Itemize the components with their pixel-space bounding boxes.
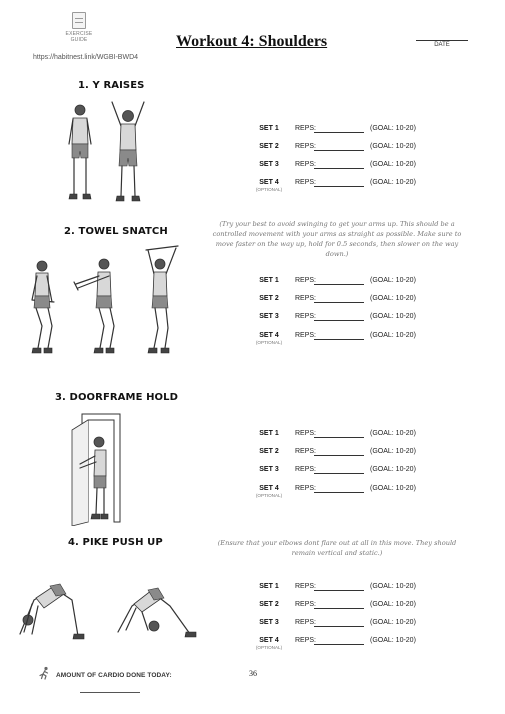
reps-label: REPS:: [295, 277, 317, 284]
reps-label: REPS:: [295, 125, 317, 132]
reps-label: REPS:: [295, 295, 317, 302]
exercise-1-title: 1. Y RAISES: [78, 80, 145, 91]
exercise-1-set-2-reps-field[interactable]: [314, 150, 364, 151]
date-label: DATE: [434, 42, 450, 48]
goal-label: (GOAL: 10-20): [370, 448, 416, 455]
exercise-4-set-1-reps-field[interactable]: [314, 590, 364, 591]
goal-label: (GOAL: 10-20): [370, 601, 416, 608]
goal-label: (GOAL: 10-20): [370, 295, 416, 302]
goal-label: (GOAL: 10-20): [370, 485, 416, 492]
exercise-4-set-3-reps-field[interactable]: [314, 626, 364, 627]
running-icon: [37, 666, 51, 680]
exercise-2-set-3-label: SET 3: [259, 313, 279, 320]
reps-label: REPS:: [295, 601, 317, 608]
exercise-1-set-1-label: SET 1: [259, 125, 279, 132]
exercise-4-title: 4. PIKE PUSH UP: [68, 537, 163, 548]
date-field[interactable]: [416, 40, 468, 41]
goal-label: (GOAL: 10-20): [370, 313, 416, 320]
reps-label: REPS:: [295, 485, 317, 492]
exercise-4-set-4-label: SET 4: [259, 637, 279, 644]
pike-push-up-illustration: [14, 560, 204, 650]
exercise-2-set-2-reps-field[interactable]: [314, 302, 364, 303]
goal-label: (GOAL: 10-20): [370, 179, 416, 186]
reps-label: REPS:: [295, 332, 317, 339]
exercise-3-title: 3. DOORFRAME HOLD: [55, 392, 179, 403]
reps-label: REPS:: [295, 466, 317, 473]
exercise-2-set-1-label: SET 1: [259, 277, 279, 284]
reps-label: REPS:: [295, 619, 317, 626]
optional-label: (OPTIONAL): [255, 340, 283, 345]
reps-label: REPS:: [295, 161, 317, 168]
exercise-2-set-2-label: SET 2: [259, 295, 279, 302]
goal-label: (GOAL: 10-20): [370, 583, 416, 590]
exercise-2-set-4-reps-field[interactable]: [314, 339, 364, 340]
exercise-2-note: (Try your best to avoid swinging to get your arms up. This should be a controlled movement with your arms as straight as possible. Make sure to move faster on the way up, hold for 0.5 seconds, then slower on the way down.): [212, 220, 462, 258]
goal-label: (GOAL: 10-20): [370, 619, 416, 626]
exercise-guide-icon[interactable]: [60, 12, 98, 43]
exercise-1-set-3-reps-field[interactable]: [314, 168, 364, 169]
goal-label: (GOAL: 10-20): [370, 466, 416, 473]
exercise-4-set-2-reps-field[interactable]: [314, 608, 364, 609]
exercise-3-set-4-reps-field[interactable]: [314, 492, 364, 493]
goal-label: (GOAL: 10-20): [370, 332, 416, 339]
exercise-1-set-1-reps-field[interactable]: [314, 132, 364, 133]
reps-label: REPS:: [295, 313, 317, 320]
exercise-3-set-2-reps-field[interactable]: [314, 455, 364, 456]
exercise-4-set-3-label: SET 3: [259, 619, 279, 626]
exercise-2-set-4-label: SET 4: [259, 332, 279, 339]
exercise-3-set-4-label: SET 4: [259, 485, 279, 492]
guide-link[interactable]: https://habitnest.link/WGBI-BWD4: [33, 54, 139, 61]
exercise-4-note: (Ensure that your elbows dont flare out at all in this move. They should remain vertical and static.): [217, 539, 457, 557]
exercise-3-set-1-reps-field[interactable]: [314, 437, 364, 438]
exercise-2-title: 2. TOWEL SNATCH: [64, 226, 168, 237]
exercise-2-set-3-reps-field[interactable]: [314, 320, 364, 321]
reps-label: REPS:: [295, 430, 317, 437]
goal-label: (GOAL: 10-20): [370, 125, 416, 132]
reps-label: REPS:: [295, 143, 317, 150]
cardio-field[interactable]: [80, 692, 140, 693]
exercise-guide-label: EXERCISE GUIDE: [65, 31, 93, 43]
reps-label: REPS:: [295, 583, 317, 590]
page-title: Workout 4: Shoulders: [176, 33, 328, 50]
optional-label: (OPTIONAL): [255, 645, 283, 650]
goal-label: (GOAL: 10-20): [370, 161, 416, 168]
exercise-2-set-1-reps-field[interactable]: [314, 284, 364, 285]
exercise-4-set-2-label: SET 2: [259, 601, 279, 608]
exercise-3-set-2-label: SET 2: [259, 448, 279, 455]
exercise-1-set-4-label: SET 4: [259, 179, 279, 186]
goal-label: (GOAL: 10-20): [370, 637, 416, 644]
page-number: 36: [249, 669, 257, 678]
exercise-4-set-1-label: SET 1: [259, 583, 279, 590]
towel-snatch-illustration: [18, 244, 188, 362]
cardio-label: AMOUNT OF CARDIO DONE TODAY:: [56, 672, 172, 679]
exercise-4-set-4-reps-field[interactable]: [314, 644, 364, 645]
goal-label: (GOAL: 10-20): [370, 277, 416, 284]
optional-label: (OPTIONAL): [255, 187, 283, 192]
y-raises-illustration: [60, 96, 160, 212]
document-icon: [72, 12, 86, 29]
exercise-1-set-3-label: SET 3: [259, 161, 279, 168]
goal-label: (GOAL: 10-20): [370, 143, 416, 150]
reps-label: REPS:: [295, 448, 317, 455]
exercise-1-set-4-reps-field[interactable]: [314, 186, 364, 187]
exercise-3-set-3-reps-field[interactable]: [314, 473, 364, 474]
doorframe-hold-illustration: [62, 410, 142, 526]
reps-label: REPS:: [295, 179, 317, 186]
exercise-3-set-3-label: SET 3: [259, 466, 279, 473]
reps-label: REPS:: [295, 637, 317, 644]
goal-label: (GOAL: 10-20): [370, 430, 416, 437]
exercise-1-set-2-label: SET 2: [259, 143, 279, 150]
exercise-3-set-1-label: SET 1: [259, 430, 279, 437]
optional-label: (OPTIONAL): [255, 493, 283, 498]
